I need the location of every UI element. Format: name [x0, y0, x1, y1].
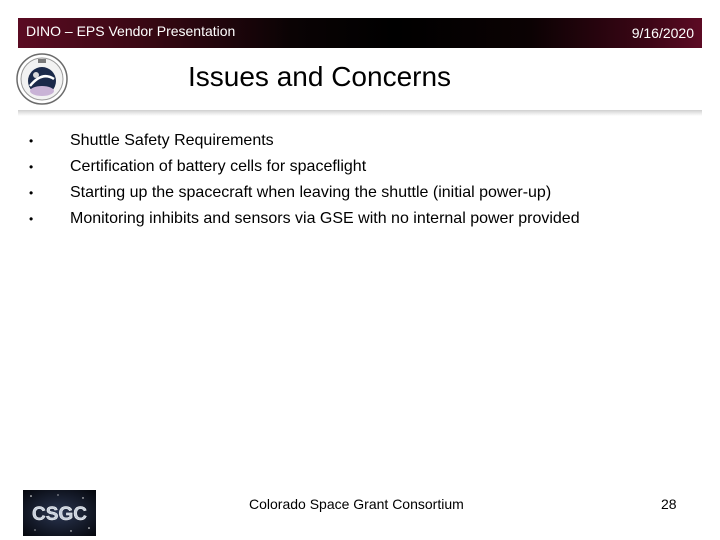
- svg-text:CSGC: CSGC: [32, 504, 87, 525]
- footer-organization: Colorado Space Grant Consortium: [249, 496, 464, 512]
- csgc-logo-icon: [23, 490, 96, 536]
- bullet-icon: •: [29, 160, 34, 174]
- presentation-title: DINO – EPS Vendor Presentation: [26, 23, 236, 39]
- page-number: 28: [661, 496, 677, 512]
- bullet-text: Monitoring inhibits and sensors via GSE with no internal power provided: [70, 210, 580, 227]
- bullet-icon: •: [29, 186, 34, 200]
- slide-title: Issues and Concerns: [188, 61, 452, 92]
- bullet-text: Shuttle Safety Requirements: [70, 132, 274, 149]
- bullet-text: Certification of battery cells for spaceflight: [70, 158, 367, 175]
- header-date: 9/16/2020: [631, 25, 694, 41]
- bullet-icon: •: [29, 212, 34, 226]
- dino-mission-patch-icon: [16, 53, 68, 105]
- title-divider: [18, 110, 702, 116]
- bullet-text: Starting up the spacecraft when leaving the shuttle (initial power-up): [70, 184, 552, 201]
- bullet-icon: •: [29, 134, 34, 148]
- header-bar: [18, 18, 702, 48]
